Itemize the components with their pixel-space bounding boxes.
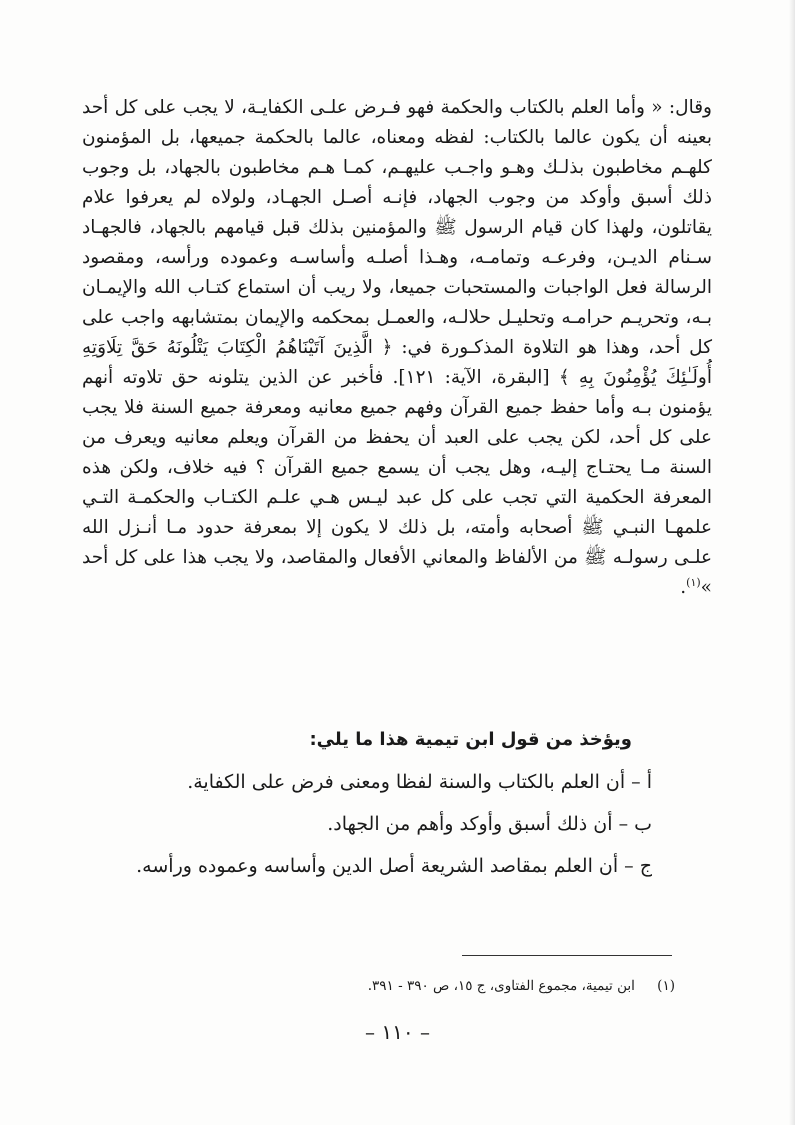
footnote-text: ابن تيمية، مجموع الفتاوى، ج ١٥، ص ٣٩٠ - ٣٩١. bbox=[367, 978, 635, 994]
footnote-divider bbox=[462, 955, 672, 956]
deductions-list bbox=[82, 730, 652, 898]
quote-text-part-2: [البقرة، الآية: ١٢١]. فأخبر عن الذين يتلونه حق تلاوته أنهم يؤمنون بـه وأما حفظ جميع القرآن وفهم جميع معانيه ومعرفة جميع السنة فلا يجب على كل أحد، لكن يجب على العبد أن يحفظ من القرآن ويعلم معانيه ويعرف من السنة مـا يحتـاج إليـه، وهل يجب أن يسمع جميع القرآن ؟ فيه خلاف، ولكن هذه المعرفة الحكمية التي تجب على كل عبد ليـس هـي علـم الكتـاب والحكمـة التـي علمهـا النبـي ﷺ أصحابه وأمته، بل ذلك لا يكون إلا بمعرفة حدود مـا أنـزل الله علـى رسولـه ﷺ من الألفاظ والمعاني الأفعال والمقاصد، ولا يجب هذا على كل أحد » bbox=[82, 367, 712, 598]
list-item: ج – أن العلم بمقاصد الشريعة أصل الدين وأساسه وعموده ورأسه. bbox=[136, 855, 652, 877]
main-paragraph bbox=[82, 93, 712, 603]
footnote-reference: (١) bbox=[686, 575, 701, 589]
list-item: ب – أن ذلك أسبق وأوكد وأهم من الجهاد. bbox=[327, 813, 652, 835]
quran-verse: ﴿ الَّذِينَ آتَيْنَاهُمُ الْكِتَابَ يَتْلُونَهُ حَقَّ تِلَاوَتِهِ أُولَـٰئِكَ يُؤْمِنُونَ بِهِ ﴾ bbox=[82, 337, 712, 388]
quote-paragraph bbox=[82, 93, 712, 603]
quote-end-period: . bbox=[680, 577, 687, 598]
footnote-number: (١) bbox=[657, 978, 675, 994]
page-number: – ١١٠ – bbox=[365, 1020, 430, 1044]
list-heading: ويؤخذ من قول ابن تيمية هذا ما يلي: bbox=[309, 729, 632, 750]
quote-text-part-1: وقال: « وأما العلم بالكتاب والحكمة فهو فـرض علـى الكفايـة، لا يجب على كل أحد بعينه أن يكون عالما بالكتاب: لفظه ومعناه، عالما بالحكمة جميعها، بل المؤمنون كلهـم مخاطبون بذلـك وهـو واجـب عليهـم، كمـا هـم مخاطبون بالجهاد، بل وجوب ذلك أسبق وأوكد من وجوب الجهاد، فإنـه أصـل الجهـاد، ولولاه لم يعرفوا علام يقاتلون، ولهذا كان قيام الرسول ﷺ والمؤمنين بذلك قبل قيامهم بالجهاد، فالجهـاد سـنام الديـن، وفرعـه وتمامـه، وهـذا أصلـه وأساسـه وعموده ورأسه، ومقصود الرسالة فعل الواجبات والمستحبات جميعا، ولا ريب أن استماع كتـاب الله والإيمـان بـه، وتحريـم حرامـه وتحليـل حلالـه، والعمـل بمحكمه والإيمان بمتشابهه واجب على كل أحد، وهذا هو التلاوة المذكـورة في: bbox=[82, 97, 712, 358]
scan-edge-shadow bbox=[789, 0, 795, 1125]
footnote bbox=[82, 976, 675, 996]
list-item: أ – أن العلم بالكتاب والسنة لفظا ومعنى فرض على الكفاية. bbox=[187, 771, 652, 793]
